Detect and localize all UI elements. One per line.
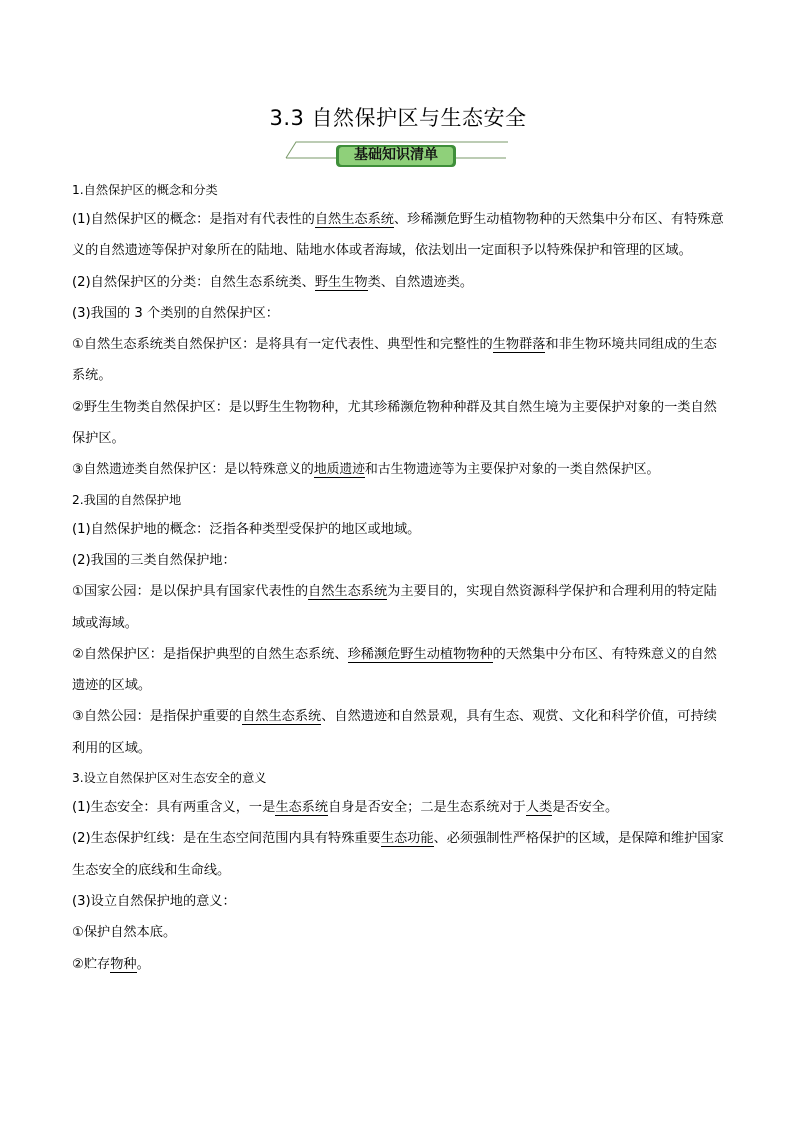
- page-title: 3.3 自然保护区与生态安全: [269, 106, 527, 130]
- paragraph: ①国家公园：是以保护具有国家代表性的自然生态系统为主要目的，实现自然资源科学保护和合理利用的特定陆域或海域。: [72, 584, 717, 631]
- paragraph: (3)我国的 3 个类别的自然保护区：: [72, 305, 279, 321]
- paragraph: (3)设立自然保护地的意义：: [72, 893, 236, 909]
- paragraph: (1)生态安全：具有两重含义，一是生态系统自身是否安全；二是生态系统对于人类是否安全。: [72, 800, 619, 816]
- section-heading-2: 2.我国的自然保护地: [72, 492, 182, 507]
- section-banner: [284, 140, 510, 172]
- paragraph: (2)我国的三类自然保护地：: [72, 552, 236, 568]
- paragraph: ②野生生物类自然保护区：是以野生生物物种，尤其珍稀濒危物种种群及其自然生境为主要保护对象的一类自然保护区。: [72, 399, 717, 447]
- paragraph: (2)自然保护区的分类：自然生态系统类、野生生物类、自然遗迹类。: [72, 274, 474, 290]
- paragraph: (1)自然保护地的概念：泛指各种类型受保护的地区或地域。: [72, 521, 421, 537]
- paragraph: ①自然生态系统类自然保护区：是将具有一定代表性、典型性和完整性的生物群落和非生物环境共同组成的生态系统。: [72, 337, 717, 384]
- paragraph: ②贮存物种。: [72, 956, 150, 972]
- section-heading-1: 1.自然保护区的概念和分类: [72, 183, 218, 197]
- paragraph: ③自然公园：是指保护重要的自然生态系统、自然遗迹和自然景观，具有生态、观赏、文化和科学价值，可持续利用的区域。: [72, 709, 717, 756]
- paragraph: ③自然遗迹类自然保护区：是以特殊意义的地质遗迹和古生物遗迹等为主要保护对象的一类自然保护区。: [72, 462, 660, 478]
- section-heading-3: 3.设立自然保护区对生态安全的意义: [72, 771, 267, 786]
- paragraph: (1)自然保护区的概念：是指对有代表性的自然生态系统、珍稀濒危野生动植物物种的天然集中分布区、有特殊意义的自然遗迹等保护对象所在的陆地、陆地水体或者海域，依法划出一定面积予以特殊保护和管理的区域。: [72, 212, 724, 259]
- paragraph: (2)生态保护红线：是在生态空间范围内具有特殊重要生态功能、必须强制性严格保护的区域，是保障和维护国家生态安全的底线和生命线。: [72, 831, 724, 878]
- paragraph: ①保护自然本底。: [72, 925, 177, 941]
- paragraph: ②自然保护区：是指保护典型的自然生态系统、珍稀濒危野生动植物物种的天然集中分布区、有特殊意义的自然遗迹的区域。: [72, 646, 717, 694]
- banner-label: 基础知识清单: [354, 147, 438, 163]
- document-body: [72, 176, 724, 980]
